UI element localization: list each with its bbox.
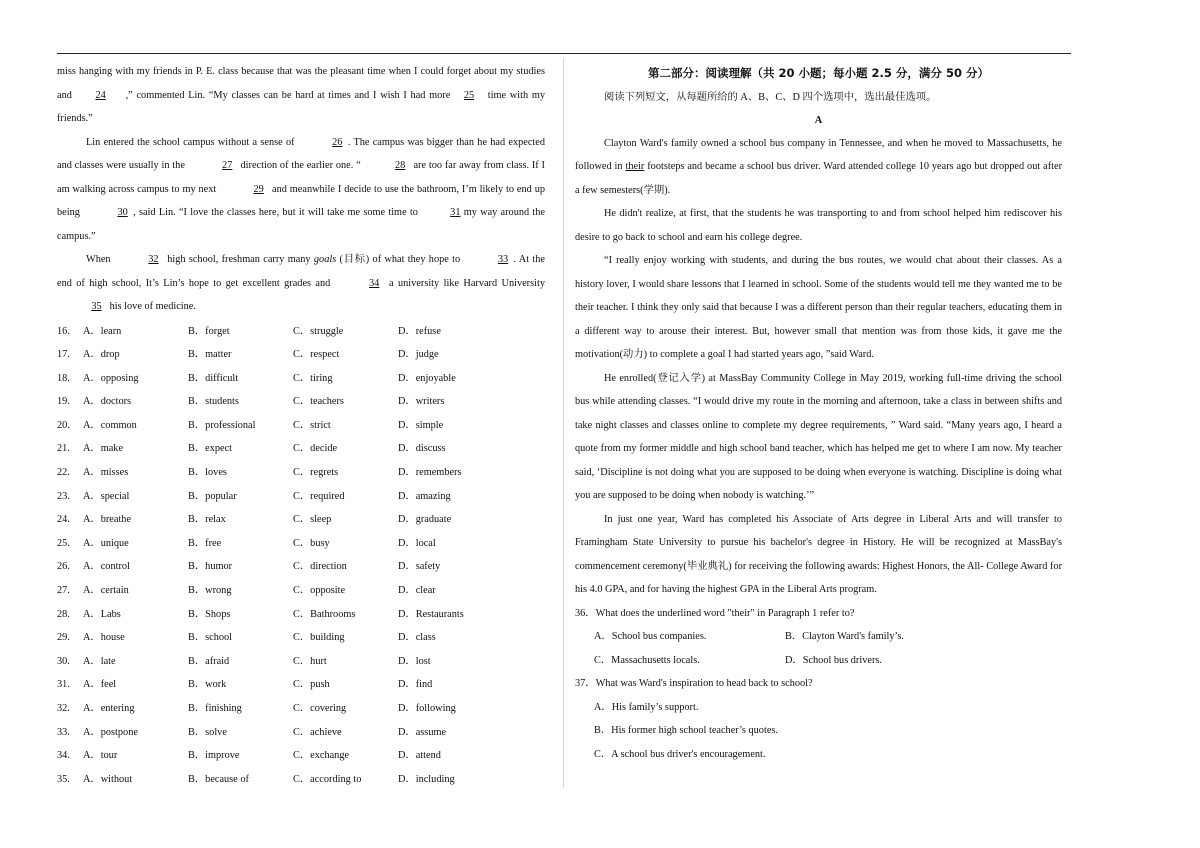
cloze-paragraph-3: When 32 high school, freshman carry many goals (目标) of what they hope to 33 . At the end of high school, It’s Lin’s hope to get excellent grades and 34 a university like Harvard University 35 his love of medicine. xyxy=(57,248,545,319)
option-a[interactable]: A．breathe xyxy=(83,514,132,526)
option-a[interactable]: A．misses xyxy=(83,467,129,479)
option-37-a[interactable]: A．His family’s support. xyxy=(594,701,699,713)
blank-34: 34 xyxy=(369,277,380,289)
underlined-their: their xyxy=(625,161,645,172)
option-row xyxy=(57,555,545,579)
option-row xyxy=(57,721,545,745)
option-a[interactable]: A．Labs xyxy=(83,608,121,620)
option-c[interactable]: C．strict xyxy=(293,419,331,431)
option-37-b[interactable]: B．His former high school teacher’s quotes. xyxy=(594,725,778,736)
option-d[interactable]: D．judge xyxy=(398,349,439,361)
option-b[interactable]: B．difficult xyxy=(188,372,239,384)
question-number: 33. xyxy=(57,726,70,738)
option-c[interactable]: C．push xyxy=(293,679,330,691)
option-c[interactable]: C．hurt xyxy=(293,655,327,667)
question-number: 17. xyxy=(57,349,70,361)
question-number: 26. xyxy=(57,561,70,573)
option-row xyxy=(57,579,545,603)
blank-29: 29 xyxy=(253,183,264,195)
question-number: 24. xyxy=(57,514,70,526)
option-c[interactable]: C．sleep xyxy=(293,514,332,526)
option-row xyxy=(57,437,545,461)
question-number: 20. xyxy=(57,419,70,431)
option-37-c[interactable]: C．A school bus driver's encouragement. xyxy=(594,748,766,760)
option-a[interactable]: A．opposing xyxy=(83,372,139,384)
option-row xyxy=(57,768,545,792)
option-d[interactable]: D．writers xyxy=(398,396,445,408)
option-c[interactable]: C．tiring xyxy=(293,372,333,384)
option-row xyxy=(57,744,545,768)
option-a[interactable]: A．control xyxy=(83,561,130,573)
passage-paragraph-2: He didn't realize, at first, that the students he was transporting to and from school helped him rediscover his desire to go back to school and earn his college degree. xyxy=(575,208,1062,243)
blank-26: 26 xyxy=(332,136,343,148)
option-row xyxy=(57,508,545,532)
option-b[interactable]: B．loves xyxy=(188,467,227,479)
option-c[interactable]: C．covering xyxy=(293,703,347,714)
passage-paragraph-1: Clayton Ward's family owned a school bus company in Tennessee, and when he moved to Massachusetts, he followed in their footsteps and became a school bus driver. Ward attended college 10 years ago but dropped out after a few semesters(学期). xyxy=(575,137,1062,196)
question-number: 21. xyxy=(57,443,70,455)
option-c[interactable]: C．regrets xyxy=(293,467,339,479)
option-c[interactable]: C．direction xyxy=(293,561,347,573)
option-c[interactable]: C．required xyxy=(293,490,345,502)
question-36-options-row-1 xyxy=(575,625,1062,649)
left-column xyxy=(57,60,545,791)
option-c[interactable]: C．building xyxy=(293,632,345,644)
option-b[interactable]: B．finishing xyxy=(188,703,242,714)
option-a[interactable]: A．doctors xyxy=(83,396,132,408)
option-row xyxy=(57,697,545,721)
option-row xyxy=(57,461,545,485)
option-d[interactable]: D．class xyxy=(398,632,436,644)
option-d[interactable]: D．graduate xyxy=(398,514,452,526)
option-d[interactable]: D．lost xyxy=(398,655,431,667)
option-d[interactable]: D．assume xyxy=(398,726,447,738)
option-a[interactable]: A．learn xyxy=(83,325,122,337)
option-b[interactable]: B．afraid xyxy=(188,655,230,667)
option-b[interactable]: B．students xyxy=(188,396,239,408)
option-d[interactable]: D．including xyxy=(398,773,455,785)
question-number: 32. xyxy=(57,703,70,714)
option-a[interactable]: A．drop xyxy=(83,349,120,361)
option-a[interactable]: A．unique xyxy=(83,537,129,549)
option-row xyxy=(57,673,545,697)
option-b[interactable]: B．matter xyxy=(188,349,232,361)
question-37: 37．What was Ward's inspiration to head back to school? xyxy=(575,678,813,689)
option-row xyxy=(57,390,545,414)
option-b[interactable]: B．because of xyxy=(188,773,249,785)
option-c[interactable]: C．teachers xyxy=(293,396,344,408)
option-d[interactable]: D．enjoyable xyxy=(398,372,456,384)
option-36-d[interactable]: D．School bus drivers. xyxy=(785,654,882,666)
blank-24: 24 xyxy=(95,89,106,101)
option-d[interactable]: D．refuse xyxy=(398,325,441,337)
question-number: 25. xyxy=(57,537,70,549)
question-number: 31. xyxy=(57,679,70,691)
option-c[interactable]: C．achieve xyxy=(293,726,342,738)
option-d[interactable]: D．safety xyxy=(398,561,441,573)
option-row xyxy=(57,320,545,344)
option-a[interactable]: A．without xyxy=(83,773,133,785)
option-a[interactable]: A．common xyxy=(83,419,137,431)
option-b[interactable]: B．humor xyxy=(188,561,233,573)
question-number: 34. xyxy=(57,750,70,762)
option-c[interactable]: C．Bathrooms xyxy=(293,608,356,620)
option-b[interactable]: B．forget xyxy=(188,325,230,337)
option-d[interactable]: D．discuss xyxy=(398,443,446,455)
blank-32: 32 xyxy=(148,254,159,265)
instruction-text: 阅读下列短文，从每题所给的 A、B、C、D 四个选项中，选出最佳选项。 xyxy=(604,92,937,103)
option-b[interactable]: B．improve xyxy=(188,750,240,762)
option-d[interactable]: D．clear xyxy=(398,585,436,597)
option-d[interactable]: D．following xyxy=(398,703,456,714)
option-d[interactable]: D．find xyxy=(398,679,433,691)
blank-31: 31 xyxy=(450,207,461,218)
option-c[interactable]: C．exchange xyxy=(293,750,350,762)
option-b[interactable]: B．popular xyxy=(188,490,237,502)
question-number: 27. xyxy=(57,585,70,597)
option-b[interactable]: B．professional xyxy=(188,419,256,431)
option-b[interactable]: B．school xyxy=(188,632,233,644)
question-number: 35. xyxy=(57,773,70,785)
section-title: 第二部分：阅读理解（共 20 小题；每小题 2.5 分，满分 50 分） xyxy=(648,66,989,80)
blank-28: 28 xyxy=(395,160,406,171)
option-row xyxy=(57,414,545,438)
option-d[interactable]: D．remembers xyxy=(398,467,462,479)
right-column xyxy=(575,60,1062,766)
option-a[interactable]: A．feel xyxy=(83,679,117,691)
option-row xyxy=(57,532,545,556)
passage-paragraph-4: He enrolled(登记入学) at MassBay Community College in May 2019, working full-time driving the school bus while attending classes. “I would drive my route in the morning and afternoon, take a class in between shifts and take night classes and classes online to complete my degree requirements, ” Ward said. “Many years ago, I heard a quote from my former middle and high school band teacher, which has helped me get to where I am now. My teacher said, ‘Discipline is not doing what you are supposed to be doing when everyone is watching. Discipline is doing what you are supposed to be doing when nobody is watching.’” xyxy=(575,372,1062,501)
question-number: 22. xyxy=(57,467,70,479)
option-b[interactable]: B．free xyxy=(188,537,222,549)
option-row xyxy=(57,626,545,650)
option-d[interactable]: D．Restaurants xyxy=(398,608,464,620)
question-36: 36．What does the underlined word "their" in Paragraph 1 refer to? xyxy=(575,607,855,619)
option-36-a[interactable]: A．School bus companies. xyxy=(594,631,707,642)
option-a[interactable]: A．postpone xyxy=(83,726,138,738)
option-c[interactable]: C．struggle xyxy=(293,325,344,337)
option-d[interactable]: D．simple xyxy=(398,419,444,431)
question-number: 19. xyxy=(57,396,70,408)
option-a[interactable]: A．entering xyxy=(83,703,135,714)
option-row xyxy=(57,343,545,367)
question-number: 29. xyxy=(57,632,70,644)
blank-25: 25 xyxy=(463,89,475,101)
question-number: 23. xyxy=(57,490,70,502)
cloze-paragraph-2: Lin entered the school campus without a sense of 26 . The campus was bigger than he had expected and classes were usually in the 27 direction of the earlier one. “ 28 are too far away from class. If I am walking across campus to my next 29 and meanwhile I decide to use the bathroom, I’m likely to end up being 30 , said Lin. “I love the classes here, but it will take me some time to 31 my way around the campus.” xyxy=(57,131,545,249)
option-row xyxy=(57,367,545,391)
blank-33: 33 xyxy=(497,254,509,265)
option-row xyxy=(57,603,545,627)
column-divider xyxy=(563,58,564,788)
option-c[interactable]: C．according to xyxy=(293,773,362,785)
cloze-options xyxy=(57,320,545,792)
passage-paragraph-3: “I really enjoy working with students, and during the bus routes, we would chat about their classes. As a history lover, I would share lessons that I learned in school. Some of the students would tell me they wanted me to be their teacher. I think they only said that because I was a different person than their regular teachers, educating them in a different way to arouse their interest. But, however small that mention was from those kids, it gave me the motivation(动力) to complete a goal I had started years ago, ”said Ward. xyxy=(575,255,1062,360)
option-a[interactable]: A．make xyxy=(83,443,124,455)
option-b[interactable]: B．work xyxy=(188,679,227,691)
blank-30: 30 xyxy=(117,207,128,218)
option-c[interactable]: C．busy xyxy=(293,537,330,549)
question-number: 16. xyxy=(57,325,70,337)
option-c[interactable]: C．decide xyxy=(293,443,338,455)
option-c[interactable]: C．respect xyxy=(293,349,340,361)
option-b[interactable]: B．relax xyxy=(188,514,226,526)
option-row xyxy=(57,650,545,674)
goals-word: goals xyxy=(313,254,337,265)
option-b[interactable]: B．Shops xyxy=(188,608,231,620)
option-row xyxy=(57,485,545,509)
passage-label: A xyxy=(814,114,823,126)
passage-paragraph-5: In just one year, Ward has completed his Associate of Arts degree in Liberal Arts and will transfer to Framingham State University to pursue his bachelor's degree in History. He will be recognized at MassBay's commencement ceremony(毕业典礼) for receiving the following awards: Highest Honors, the All- College Award for his 4.0 GPA, and for having the highest GPA in the Liberal Arts program. xyxy=(575,513,1062,595)
question-number: 18. xyxy=(57,372,70,384)
option-d[interactable]: D．amazing xyxy=(398,490,451,502)
option-b[interactable]: B．solve xyxy=(188,726,227,738)
option-36-c[interactable]: C．Massachusetts locals. xyxy=(594,654,700,666)
option-a[interactable]: A．tour xyxy=(83,750,118,762)
option-a[interactable]: A．special xyxy=(83,490,130,502)
header-rule xyxy=(57,53,1071,54)
option-b[interactable]: B．wrong xyxy=(188,585,232,597)
option-d[interactable]: D．local xyxy=(398,537,436,549)
option-a[interactable]: A．late xyxy=(83,655,116,667)
option-a[interactable]: A．house xyxy=(83,632,125,644)
option-a[interactable]: A．certain xyxy=(83,585,129,597)
cloze-paragraph-1: miss hanging with my friends in P. E. class because that was the pleasant time when I could forget about my studies and 24 ,” commented Lin. “My classes can be hard at times and I wish I had more 25 time with my friends.” xyxy=(57,66,545,124)
question-number: 30. xyxy=(57,655,70,667)
option-b[interactable]: B．expect xyxy=(188,443,233,455)
question-36-options-row-2 xyxy=(575,649,1062,673)
option-c[interactable]: C．opposite xyxy=(293,585,346,597)
option-d[interactable]: D．attend xyxy=(398,750,441,762)
blank-27: 27 xyxy=(222,160,233,171)
blank-35: 35 xyxy=(91,301,102,312)
option-36-b[interactable]: B．Clayton Ward's family’s. xyxy=(785,631,904,642)
question-number: 28. xyxy=(57,608,70,620)
